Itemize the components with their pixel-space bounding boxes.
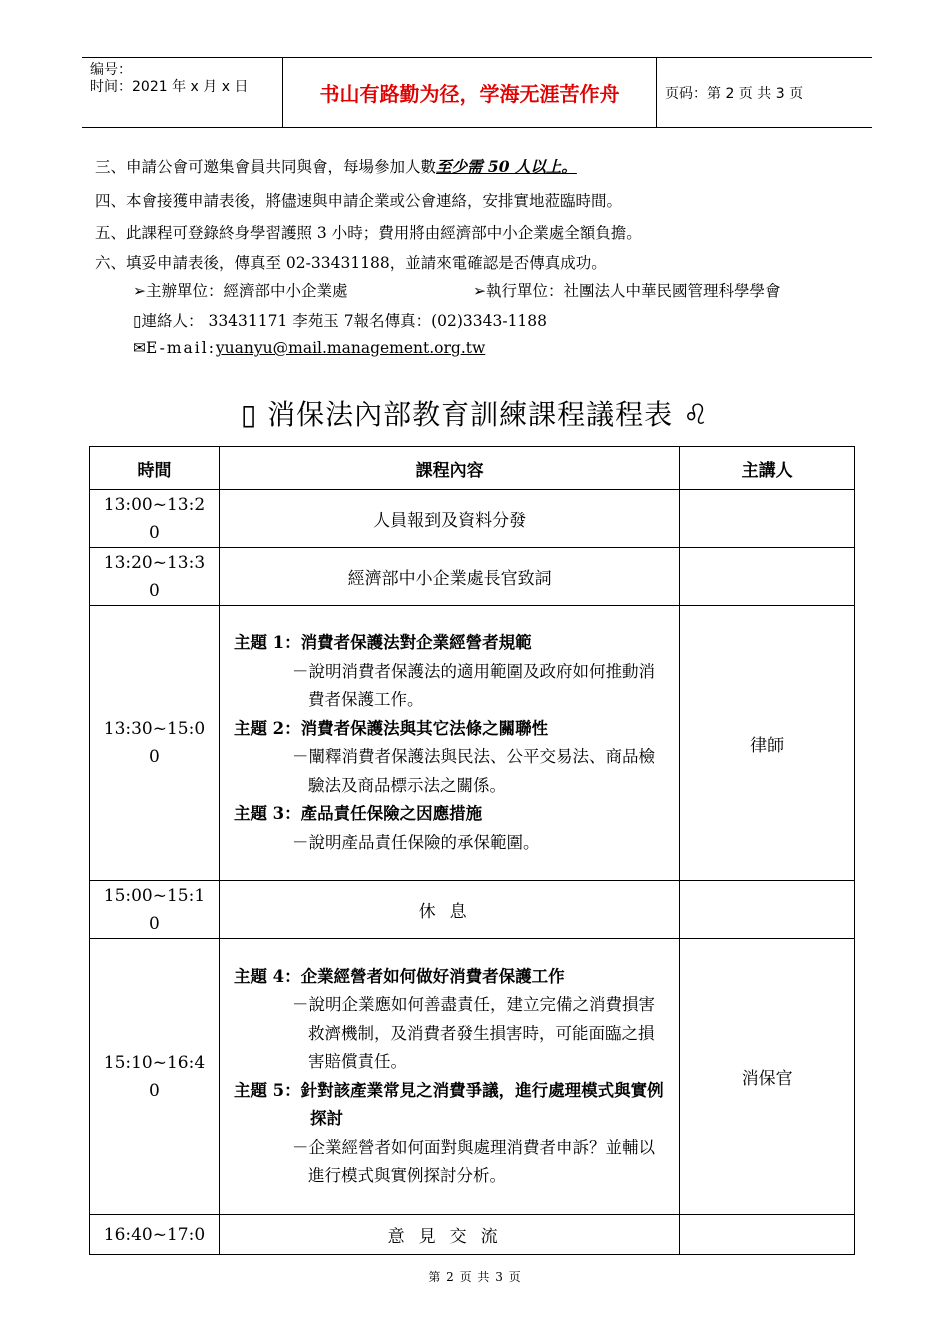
- row-speaker: [680, 490, 855, 548]
- agenda-table: [89, 446, 855, 1255]
- topic-1: 主題 1：消費者保護法對企業經營者規範: [233, 633, 532, 652]
- row-time: 13:20~13:3 0: [90, 548, 220, 606]
- row-speaker: [680, 1215, 855, 1255]
- number-label: 编号：: [90, 62, 132, 78]
- header-meta: [82, 58, 282, 127]
- row-content: 經濟部中小企業處長官致詞: [219, 548, 679, 606]
- email-link[interactable]: yuanyu@mail.management.org.tw: [215, 339, 486, 357]
- row-speaker: 律師: [680, 606, 855, 881]
- table-header-row: [90, 447, 855, 490]
- table-row: [90, 881, 855, 939]
- row-time: 15:00~15:1 0: [90, 881, 220, 939]
- row-content: [219, 939, 679, 1215]
- topic-5: 主題 5：針對該產業常見之消費爭議，進行處理模式與實例探討: [233, 1080, 664, 1128]
- page-footer: 第 2 页 共 3 页: [428, 1270, 522, 1284]
- row-content: 人員報到及資料分發: [219, 490, 679, 548]
- page-title: ▯ 消保法內部教育訓練課程議程表 ♌: [240, 398, 710, 431]
- table-row: [90, 606, 855, 881]
- row-speaker: [680, 881, 855, 939]
- topic-1-desc: －說明消費者保護法的適用範圍及政府如何推動消費者保護工作。: [291, 661, 655, 709]
- topic-5-desc: －企業經營者如何面對與處理消費者申訴？並輔以進行模式與實例探討分析。: [291, 1137, 655, 1185]
- topic-4-desc: －說明企業應如何善盡責任，建立完備之消費損害救濟機制，及消費者發生損害時，可能面臨之損害賠償責任。: [291, 995, 655, 1071]
- header-speaker: 主講人: [680, 447, 855, 490]
- arrow-icon: ➢: [133, 282, 146, 300]
- row-time: 13:30~15:0 0: [90, 606, 220, 881]
- email-label: E-mail:: [146, 339, 216, 357]
- note-4: 四、本會接獲申請表後，將儘速與申請企業或公會連絡，安排實地蒞臨時間。: [95, 192, 623, 210]
- email-line: [133, 339, 485, 357]
- organizer-line: ➢主辦單位：經濟部中小企業處: [133, 282, 348, 300]
- note-6: 六、填妥申請表後，傳真至 02-33431188，並請來電確認是否傳真成功。: [95, 254, 607, 272]
- row-time: 15:10~16:4 0: [90, 939, 220, 1215]
- topic-2-desc: －闡釋消費者保護法與民法、公平交易法、商品檢驗法及商品標示法之關係。: [291, 747, 655, 795]
- envelope-icon: ✉: [133, 339, 146, 357]
- row-content: [219, 606, 679, 881]
- topic-3-desc: －說明產品責任保險的承保範圍。: [291, 832, 540, 852]
- table-row: [90, 1215, 855, 1255]
- header-time: 時間: [90, 447, 220, 490]
- phone-icon: ▯: [133, 312, 142, 330]
- page-header: [82, 57, 872, 128]
- row-content: 意見交流: [219, 1215, 679, 1255]
- leo-icon: ♌: [683, 398, 710, 431]
- row-time: 16:40~17:0: [90, 1215, 220, 1255]
- header-content: 課程內容: [219, 447, 679, 490]
- topic-4: 主題 4：企業經營者如何做好消費者保護工作: [233, 966, 565, 986]
- table-row: [90, 490, 855, 548]
- row-speaker: 消保官: [680, 939, 855, 1215]
- header-motto: 书山有路勤为径，学海无涯苦作舟: [282, 58, 657, 127]
- table-row: [90, 939, 855, 1215]
- header-page-label: 页码：第 2 页 共 3 页: [665, 85, 804, 102]
- arrow-icon: ➢: [473, 282, 486, 300]
- topic-3: 主題 3：產品責任保險之因應措施: [233, 804, 483, 823]
- time-label: 时间：2021 年 x 月 x 日: [90, 79, 249, 95]
- row-content: 休息: [219, 881, 679, 939]
- topic-2: 主題 2：消費者保護法與其它法條之關聯性: [233, 718, 549, 738]
- row-speaker: [680, 548, 855, 606]
- note-5: 五、此課程可登錄終身學習護照 3 小時；費用將由經濟部中小企業處全額負擔。: [95, 224, 642, 242]
- executor-line: ➢執行單位：社團法人中華民國管理科學學會: [473, 282, 781, 300]
- row-time: 13:00~13:2 0: [90, 490, 220, 548]
- note-3-emphasis: 至少需 50 人以上。: [436, 157, 577, 176]
- contact-line: ▯連絡人： 33431171 李苑玉 7報名傳真：(02)3343-1188: [133, 312, 548, 330]
- note-3: 三、申請公會可邀集會員共同與會，每場參加人數至少需 50 人以上。: [95, 157, 577, 176]
- box-icon: ▯: [240, 398, 258, 431]
- table-row: [90, 548, 855, 606]
